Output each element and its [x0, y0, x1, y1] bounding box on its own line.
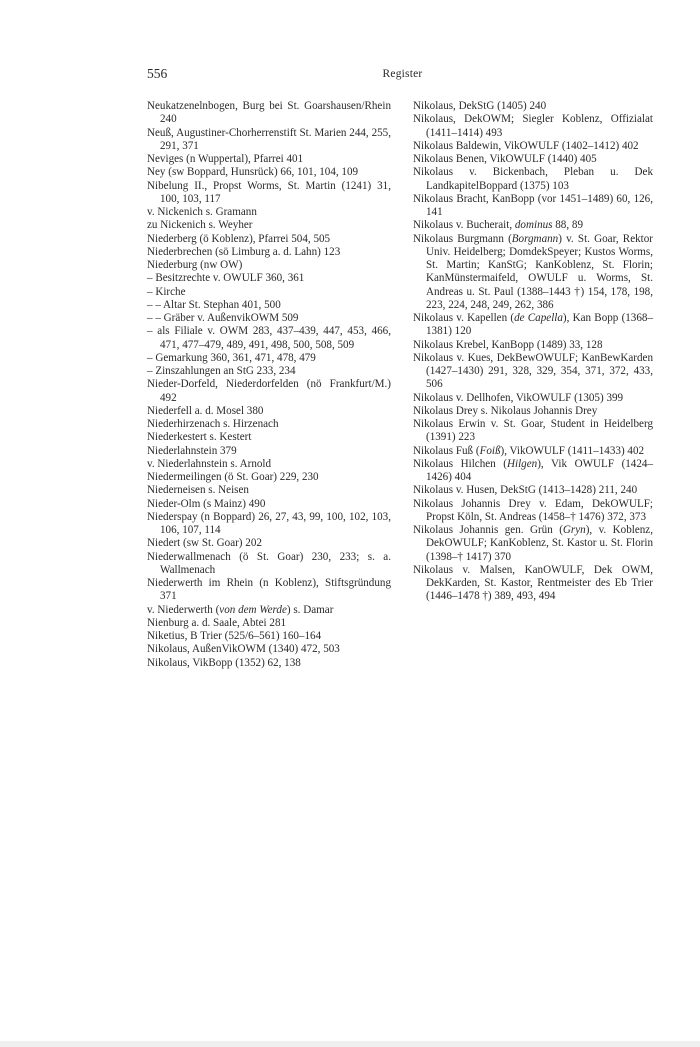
index-entry: Niedert (sw St. Goar) 202: [147, 537, 262, 550]
index-entry: Nikolaus v. Dellhofen, VikOWULF (1305) 399: [413, 391, 624, 404]
index-entry: – – Altar St. Stephan 401, 500: [147, 298, 281, 311]
index-entry: Nienburg a. d. Saale, Abtei 281: [147, 616, 287, 629]
page-number: 556: [147, 66, 168, 81]
running-head: Register: [382, 68, 423, 80]
index-entry: Neviges (n Wuppertal), Pfarrei 401: [147, 153, 304, 165]
entry-italic-text: de Capella: [514, 312, 563, 324]
index-entry: Nikolaus v. Malsen, KanOWULF, Dek OWM, DekKarden, St. Kastor, Rentmeister des Eb Trier (1446–1478 †) 389, 493, 494: [413, 563, 653, 603]
index-entry: Nibelung II., Propst Worms, St. Martin (1241) 31, 100, 103, 117: [147, 179, 391, 205]
index-entry: – – Gräber v. AußenvikOWM 509: [147, 312, 299, 324]
index-entry: [147, 604, 391, 617]
entry-text: ), VikOWULF (1411–1433) 402: [500, 444, 645, 457]
index-entry: [413, 524, 653, 564]
entry-text: ) s. Damar: [286, 603, 334, 616]
entry-text: Nikolaus v. Kapellen (: [413, 312, 515, 324]
entry-text: ), Kan Bopp (1368–1381) 120: [426, 312, 653, 338]
index-entry: [413, 445, 653, 458]
entry-text: Nikolaus v. Bucherait,: [413, 219, 515, 232]
index-entry: v. Niederlahnstein s. Arnold: [147, 457, 272, 470]
index-entry: Nikolaus Erwin v. St. Goar, Student in Heidelberg (1391) 223: [413, 418, 653, 444]
entry-italic-text: von dem Werde: [219, 603, 287, 616]
index-entry: Nikolaus Bracht, KanBopp (vor 1451–1489) 60, 126, 141: [413, 192, 653, 218]
index-entry: Nikolaus, DekStG (1405) 240: [413, 100, 547, 112]
index-entry: Nikolaus v. Kues, DekBewOWULF; KanBewKarden (1427–1430) 291, 328, 329, 354, 371, 372, 433, 506: [413, 351, 653, 391]
index-entry: – als Filiale v. OWM 283, 437–439, 447, 453, 466, 471, 477–479, 489, 491, 498, 500, 508, 509: [147, 325, 391, 351]
entry-text: Nikolaus Burgmann (: [413, 232, 512, 245]
page-edge-shadow: [0, 1041, 700, 1047]
index-entry: Niederkestert s. Kestert: [147, 431, 252, 444]
entry-text: Nikolaus Hilchen (: [413, 457, 507, 470]
index-entry: Niederspay (n Boppard) 26, 27, 43, 99, 100, 102, 103, 106, 107, 114: [147, 510, 391, 536]
index-entry: – Zinszahlungen an StG 233, 234: [147, 365, 296, 377]
entry-italic-text: Foiß: [479, 444, 501, 457]
index-entry: [413, 312, 653, 339]
index-entry: Nikolaus Krebel, KanBopp (1489) 33, 128: [413, 338, 603, 351]
index-entry: Niketius, B Trier (525/6–561) 160–164: [147, 630, 322, 642]
index-column-right: [413, 100, 653, 604]
index-entry: Niederfell a. d. Mosel 380: [147, 404, 264, 417]
index-entry: – Gemarkung 360, 361, 471, 478, 479: [147, 351, 316, 364]
entry-italic-text: dominus: [514, 219, 553, 232]
index-entry: Nikolaus Drey s. Nikolaus Johannis Drey: [413, 404, 598, 417]
entry-text: v. Niederwerth (: [147, 603, 220, 616]
entry-text: Nikolaus Fuß (: [413, 444, 480, 457]
index-entry: Nikolaus, VikBopp (1352) 62, 138: [147, 656, 301, 669]
index-entry: Nikolaus Johannis Drey v. Edam, DekOWULF; Propst Köln, St. Andreas (1458–† 1476) 372, 373: [413, 497, 653, 523]
index-entry: [413, 458, 653, 485]
entry-text: Nikolaus Johannis gen. Grün (: [413, 524, 563, 536]
entry-text: ), v. Koblenz, DekOWULF; KanKoblenz, St. Kastor u. St. Florin (1398–† 1417) 370: [426, 524, 653, 563]
index-column-left: [147, 100, 391, 670]
index-entry: Nikolaus Baldewin, VikOWULF (1402–1412) 402: [413, 139, 639, 152]
entry-text: 88, 89: [552, 219, 583, 232]
index-entry: Nieder-Dorfeld, Niederdorfelden (nö Frankfurt/M.) 492: [147, 378, 391, 404]
index-entry: Nikolaus, AußenVikOWM (1340) 472, 503: [147, 643, 340, 656]
index-entry: Nikolaus v. Husen, DekStG (1413–1428) 211, 240: [413, 484, 638, 497]
index-entry: Niederburg (nw OW): [147, 259, 243, 271]
entry-text: ), Vik OWULF (1424–1426) 404: [426, 457, 653, 483]
index-entry: Neuß, Augustiner-Chorherrenstift St. Marien 244, 255, 291, 371: [147, 126, 391, 152]
index-entry: Niederberg (ö Koblenz), Pfarrei 504, 505: [147, 232, 331, 245]
index-entry: Niedermeilingen (ö St. Goar) 229, 230: [147, 471, 319, 483]
index-entry: Niederwallmenach (ö St. Goar) 230, 233; s. a. Wallmenach: [147, 550, 391, 576]
entry-text: ) v. St. Goar, Rektor Univ. Heidelberg; DomdekSpeyer; Kustos Worms, St. Martin; KanStG; KanKoblenz, St. Florin; KanMünstermaifeld, OWULF u. Worms, St. Andreas u. St. Paul (1388–1443 †) 154, 178, 198, 223, 224, 248, 249, 262, 386: [426, 232, 653, 311]
index-entry: [413, 219, 653, 232]
index-entry: Neukatzenelnbogen, Burg bei St. Goarshausen/Rhein 240: [147, 100, 391, 126]
index-entry: v. Nickenich s. Gramann: [147, 206, 257, 218]
index-entry: Niederlahnstein 379: [147, 444, 237, 457]
index-entry: Nieder-Olm (s Mainz) 490: [147, 497, 266, 510]
index-entry: Nikolaus v. Bickenbach, Pleban u. Dek LandkapitelBoppard (1375) 103: [413, 166, 653, 192]
index-entry: Niederbrechen (sö Limburg a. d. Lahn) 123: [147, 245, 341, 258]
index-entry: Ney (sw Boppard, Hunsrück) 66, 101, 104, 109: [147, 166, 359, 179]
index-entry: Niederneisen s. Neisen: [147, 484, 249, 497]
index-entry: – Kirche: [147, 285, 186, 298]
index-entry: zu Nickenich s. Weyher: [147, 219, 253, 232]
entry-italic-text: Borgmann: [511, 232, 559, 245]
entry-italic-text: Hilgen: [507, 457, 538, 470]
index-entry: Nikolaus Benen, VikOWULF (1440) 405: [413, 153, 597, 165]
index-entry: Niederwerth im Rhein (n Koblenz), Stiftsgründung 371: [147, 577, 391, 603]
index-entry: – Besitzrechte v. OWULF 360, 361: [147, 272, 305, 285]
entry-italic-text: Gryn: [562, 524, 586, 536]
index-entry: Nikolaus, DekOWM; Siegler Koblenz, Offizialat (1411–1414) 493: [413, 113, 653, 139]
index-entry: Niederhirzenach s. Hirzenach: [147, 418, 279, 430]
index-entry: [413, 233, 653, 313]
